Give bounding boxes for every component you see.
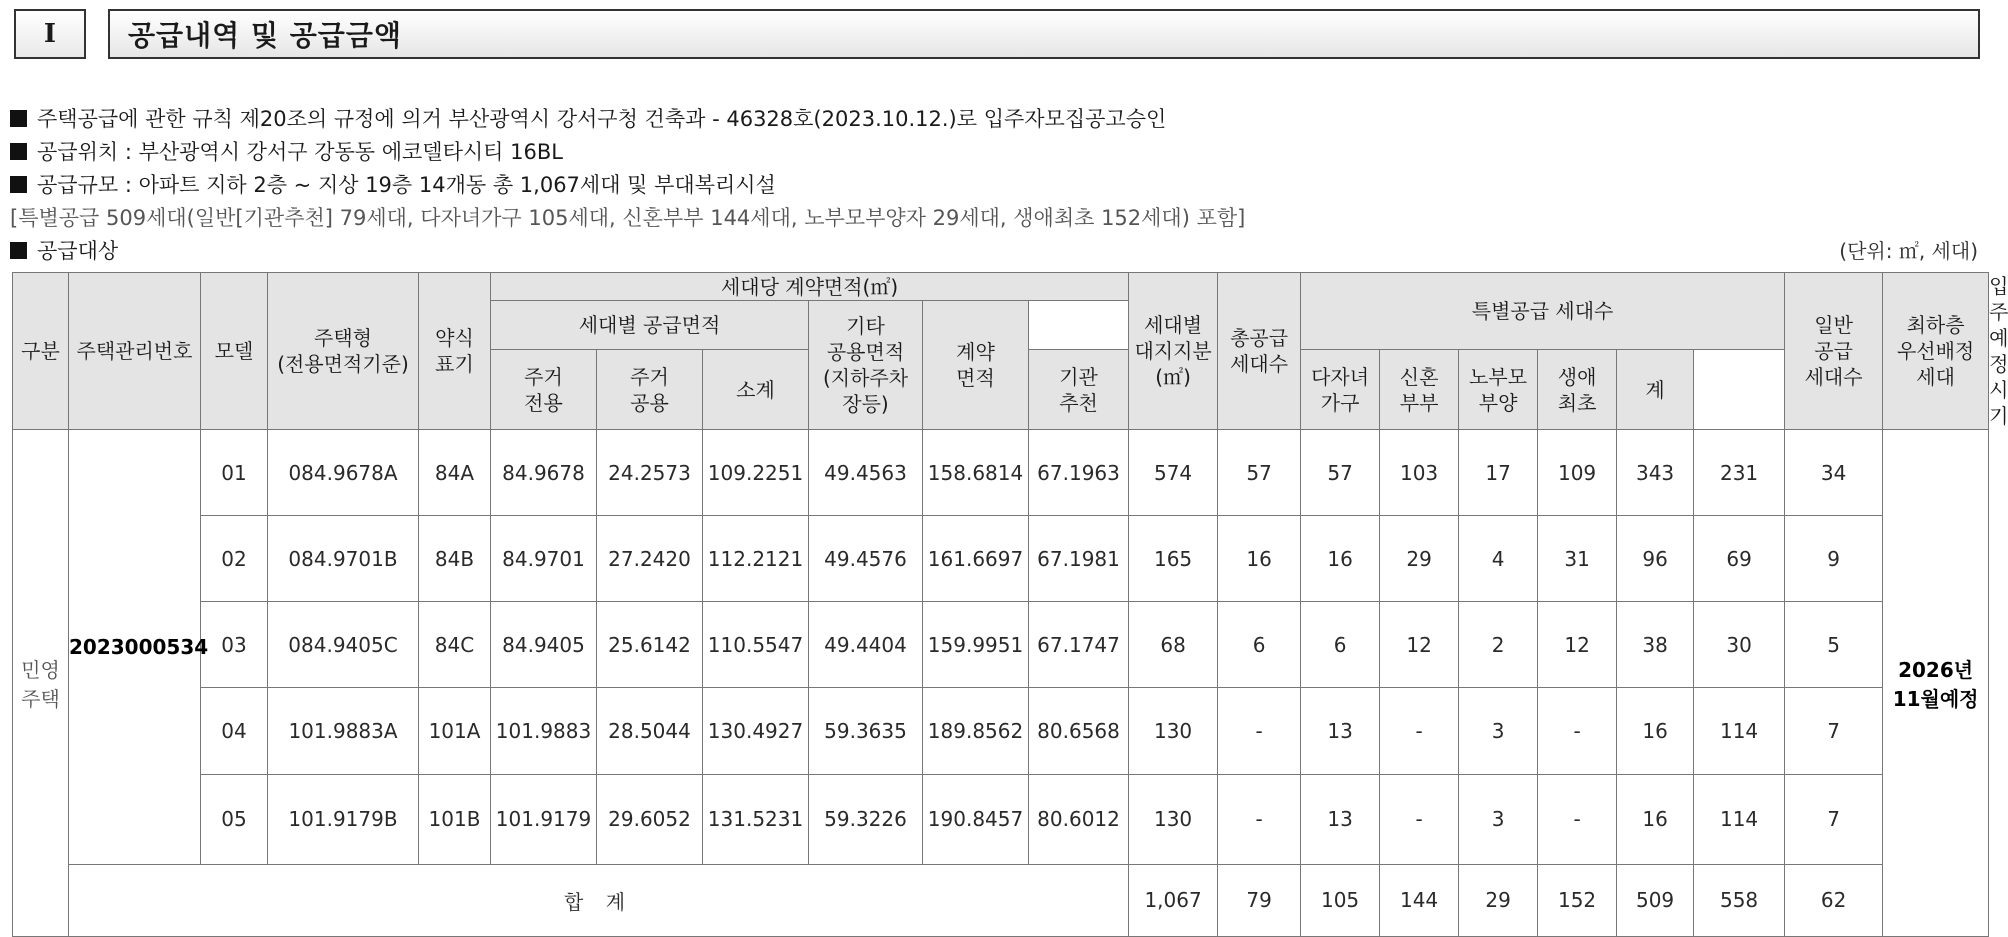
other-cell: 59.3635 bbox=[809, 688, 923, 774]
bullet-square-icon bbox=[10, 242, 27, 259]
common-cell: 28.5044 bbox=[597, 688, 703, 774]
table-row bbox=[13, 430, 1989, 516]
general-cell: 114 bbox=[1694, 774, 1785, 864]
multi-cell: 13 bbox=[1301, 688, 1380, 774]
section-number: I bbox=[14, 9, 86, 59]
total-first-cell: 152 bbox=[1538, 864, 1617, 936]
elder-cell: 2 bbox=[1459, 602, 1538, 688]
newly-cell: 29 bbox=[1380, 516, 1459, 602]
private-cell: 101.9179 bbox=[491, 774, 597, 864]
target-line bbox=[10, 235, 1988, 268]
land-cell: 67.1747 bbox=[1029, 602, 1129, 688]
header-category: 구분 bbox=[13, 273, 69, 430]
model-cell: 03 bbox=[201, 602, 268, 688]
multi-cell: 13 bbox=[1301, 774, 1380, 864]
subtotal-cell: 109.2251 bbox=[703, 430, 809, 516]
table-row bbox=[13, 774, 1989, 864]
newly-cell: 12 bbox=[1380, 602, 1459, 688]
newly-cell: 103 bbox=[1380, 430, 1459, 516]
abbr-cell: 84B bbox=[419, 516, 491, 602]
scale-line bbox=[10, 169, 1988, 202]
header-inst: 기관 추천 bbox=[1029, 350, 1129, 430]
total-elder-cell: 29 bbox=[1459, 864, 1538, 936]
type-cell: 084.9701B bbox=[268, 516, 419, 602]
unit-note: (단위: ㎡, 세대) bbox=[1839, 239, 1978, 263]
land-cell: 67.1963 bbox=[1029, 430, 1129, 516]
other-cell: 49.4576 bbox=[809, 516, 923, 602]
type-cell: 084.9678A bbox=[268, 430, 419, 516]
special-note-line: [특별공급 509세대(일반[기관추천] 79세대, 다자녀가구 105세대, 신혼부부 144세대, 노부모부양자 29세대, 생애최초 152세대) 포함] bbox=[10, 206, 1246, 230]
header-lowest-floor: 최하층 우선배정 세대 bbox=[1883, 273, 1989, 430]
private-cell: 101.9883 bbox=[491, 688, 597, 774]
header-private: 주거 전용 bbox=[491, 350, 597, 430]
elder-cell: 3 bbox=[1459, 688, 1538, 774]
header-land-share: 세대별 대지지분 (㎡) bbox=[1129, 273, 1218, 430]
other-cell: 59.3226 bbox=[809, 774, 923, 864]
common-cell: 27.2420 bbox=[597, 516, 703, 602]
header-contract-area: 세대당 계약면적(㎡) bbox=[491, 273, 1129, 301]
total-lowest-cell: 62 bbox=[1785, 864, 1883, 936]
land-cell: 80.6568 bbox=[1029, 688, 1129, 774]
elder-cell: 4 bbox=[1459, 516, 1538, 602]
header-supply-area: 세대별 공급면적 bbox=[491, 301, 809, 350]
header-contract: 계약 면적 bbox=[923, 301, 1029, 430]
target-text: 공급대상 bbox=[37, 239, 119, 263]
inst-cell: - bbox=[1218, 688, 1301, 774]
abbr-cell: 101B bbox=[419, 774, 491, 864]
location-line bbox=[10, 136, 1988, 169]
total-cell: 574 bbox=[1129, 430, 1218, 516]
lowest-cell: 5 bbox=[1785, 602, 1883, 688]
category-cell: 민영 주택 bbox=[13, 430, 69, 937]
first-cell: 12 bbox=[1538, 602, 1617, 688]
section-header bbox=[14, 9, 1980, 63]
total-supply-cell: 1,067 bbox=[1129, 864, 1218, 936]
inst-cell: - bbox=[1218, 774, 1301, 864]
abbr-cell: 84C bbox=[419, 602, 491, 688]
header-common: 주거 공용 bbox=[597, 350, 703, 430]
approval-line bbox=[10, 103, 1988, 136]
type-cell: 101.9179B bbox=[268, 774, 419, 864]
model-cell: 01 bbox=[201, 430, 268, 516]
lowest-cell: 9 bbox=[1785, 516, 1883, 602]
general-cell: 231 bbox=[1694, 430, 1785, 516]
total-inst-cell: 79 bbox=[1218, 864, 1301, 936]
header-sum: 계 bbox=[1617, 350, 1694, 430]
first-cell: 109 bbox=[1538, 430, 1617, 516]
header-abbr: 약식 표기 bbox=[419, 273, 491, 430]
inst-cell: 16 bbox=[1218, 516, 1301, 602]
private-cell: 84.9701 bbox=[491, 516, 597, 602]
table-row bbox=[13, 602, 1989, 688]
model-cell: 02 bbox=[201, 516, 268, 602]
private-cell: 84.9678 bbox=[491, 430, 597, 516]
model-cell: 05 bbox=[201, 774, 268, 864]
header-housing-type: 주택형 (전용면적기준) bbox=[268, 273, 419, 430]
first-cell: - bbox=[1538, 688, 1617, 774]
supply-info bbox=[10, 103, 1988, 268]
other-cell: 49.4563 bbox=[809, 430, 923, 516]
multi-cell: 57 bbox=[1301, 430, 1380, 516]
table-row bbox=[13, 516, 1989, 602]
approval-text: 주택공급에 관한 규칙 제20조의 규정에 의거 부산광역시 강서구청 건축과 - 46328호(2023.10.12.)로 입주자모집공고승인 bbox=[37, 107, 1167, 131]
bullet-square-icon bbox=[10, 110, 27, 127]
lowest-cell: 7 bbox=[1785, 774, 1883, 864]
general-cell: 114 bbox=[1694, 688, 1785, 774]
newly-cell: - bbox=[1380, 688, 1459, 774]
land-cell: 67.1981 bbox=[1029, 516, 1129, 602]
elder-cell: 17 bbox=[1459, 430, 1538, 516]
total-sum-cell: 509 bbox=[1617, 864, 1694, 936]
common-cell: 29.6052 bbox=[597, 774, 703, 864]
header-other-common: 기타 공용면적 (지하주차 장등) bbox=[809, 301, 923, 430]
inst-cell: 57 bbox=[1218, 430, 1301, 516]
contract-cell: 161.6697 bbox=[923, 516, 1029, 602]
header-general-supply: 일반 공급 세대수 bbox=[1785, 273, 1883, 430]
total-general-cell: 558 bbox=[1694, 864, 1785, 936]
section-title: 공급내역 및 공급금액 bbox=[108, 9, 1980, 59]
private-cell: 84.9405 bbox=[491, 602, 597, 688]
subtotal-cell: 110.5547 bbox=[703, 602, 809, 688]
newly-cell: - bbox=[1380, 774, 1459, 864]
multi-cell: 6 bbox=[1301, 602, 1380, 688]
subtotal-cell: 131.5231 bbox=[703, 774, 809, 864]
sum-cell: 16 bbox=[1617, 774, 1694, 864]
bullet-square-icon bbox=[10, 176, 27, 193]
total-cell: 165 bbox=[1129, 516, 1218, 602]
location-text: 공급위치 : 부산광역시 강서구 강동동 에코델타시티 16BL bbox=[37, 140, 563, 164]
total-multi-cell: 105 bbox=[1301, 864, 1380, 936]
elder-cell: 3 bbox=[1459, 774, 1538, 864]
header-elder: 노부모 부양 bbox=[1459, 350, 1538, 430]
abbr-cell: 101A bbox=[419, 688, 491, 774]
total-cell: 130 bbox=[1129, 688, 1218, 774]
inst-cell: 6 bbox=[1218, 602, 1301, 688]
multi-cell: 16 bbox=[1301, 516, 1380, 602]
table-row bbox=[13, 688, 1989, 774]
other-cell: 49.4404 bbox=[809, 602, 923, 688]
contract-cell: 190.8457 bbox=[923, 774, 1029, 864]
header-first: 생애 최초 bbox=[1538, 350, 1617, 430]
sum-cell: 16 bbox=[1617, 688, 1694, 774]
contract-cell: 159.9951 bbox=[923, 602, 1029, 688]
sum-cell: 38 bbox=[1617, 602, 1694, 688]
contract-cell: 158.6814 bbox=[923, 430, 1029, 516]
header-mgmt-no: 주택관리번호 bbox=[69, 273, 201, 430]
total-row bbox=[13, 864, 1989, 936]
header-newly: 신혼 부부 bbox=[1380, 350, 1459, 430]
total-cell: 68 bbox=[1129, 602, 1218, 688]
general-cell: 69 bbox=[1694, 516, 1785, 602]
header-model: 모델 bbox=[201, 273, 268, 430]
contract-cell: 189.8562 bbox=[923, 688, 1029, 774]
sum-cell: 96 bbox=[1617, 516, 1694, 602]
type-cell: 101.9883A bbox=[268, 688, 419, 774]
supply-table: 구분 주택관리번호 모델 주택형 (전용면적기준) 약식 표기 세대당 계약면적(㎡) 세대별 대지지분 (㎡) 총공급 세대수 특별공급 세대수 일반 공급 세대수 최하층 우선배정 세대 입주 예정 시기 세대별 공급면적 기타 공용면적 (지하주차 장등) 계약 면적 주거 전용 주거 공용 소계 기관 추천 다자녀 가구 신혼 부부 노부모 부양 생애 최초 계 민영 주택 2023000534 01 084.9678A 84A 84.9678 24.2573 109.2251 49.4563 158.6814 67.1963 574 57 57 103 17 109 343 231 34 2026년 11월예정 02 084.9701B 84B 84.9701 27.2420 112.2121 49.4576 161.6697 67.1981 165 16 16 29 4 31 96 69 9 03 084.9405C 84C 84.9405 25.6142 110.5547 49.4404 159.9951 67.1747 68 6 6 12 2 12 38 30 5 04 101.9883A 101A 101.9883 28.5044 130.4927 59.3635 189.8562 80.6568 130 - 13 - 3 - 16 114 7 05 101.9179B 101B 101.9179 29.6052 131.5231 59.3226 190.8457 80.6012 130 - 13 - 3 - 16 114 7 합 계 1,067 79 105 144 29 152 509 558 62 bbox=[12, 272, 1989, 937]
subtotal-cell: 112.2121 bbox=[703, 516, 809, 602]
header-subtotal: 소계 bbox=[703, 350, 809, 430]
bullet-square-icon bbox=[10, 143, 27, 160]
general-cell: 30 bbox=[1694, 602, 1785, 688]
type-cell: 084.9405C bbox=[268, 602, 419, 688]
common-cell: 24.2573 bbox=[597, 430, 703, 516]
abbr-cell: 84A bbox=[419, 430, 491, 516]
mgmt-no-cell: 2023000534 bbox=[69, 430, 201, 865]
total-newly-cell: 144 bbox=[1380, 864, 1459, 936]
subtotal-cell: 130.4927 bbox=[703, 688, 809, 774]
header-total-supply: 총공급 세대수 bbox=[1218, 273, 1301, 430]
header-multi: 다자녀 가구 bbox=[1301, 350, 1380, 430]
model-cell: 04 bbox=[201, 688, 268, 774]
first-cell: - bbox=[1538, 774, 1617, 864]
header-special-supply: 특별공급 세대수 bbox=[1301, 273, 1785, 350]
sum-cell: 343 bbox=[1617, 430, 1694, 516]
land-cell: 80.6012 bbox=[1029, 774, 1129, 864]
lowest-cell: 34 bbox=[1785, 430, 1883, 516]
scale-text: 공급규모 : 아파트 지하 2층 ~ 지상 19층 14개동 총 1,067세대 및 부대복리시설 bbox=[37, 173, 776, 197]
total-label: 합 계 bbox=[69, 864, 1129, 936]
lowest-cell: 7 bbox=[1785, 688, 1883, 774]
total-cell: 130 bbox=[1129, 774, 1218, 864]
first-cell: 31 bbox=[1538, 516, 1617, 602]
movein-cell: 2026년 11월예정 bbox=[1883, 430, 1989, 937]
common-cell: 25.6142 bbox=[597, 602, 703, 688]
